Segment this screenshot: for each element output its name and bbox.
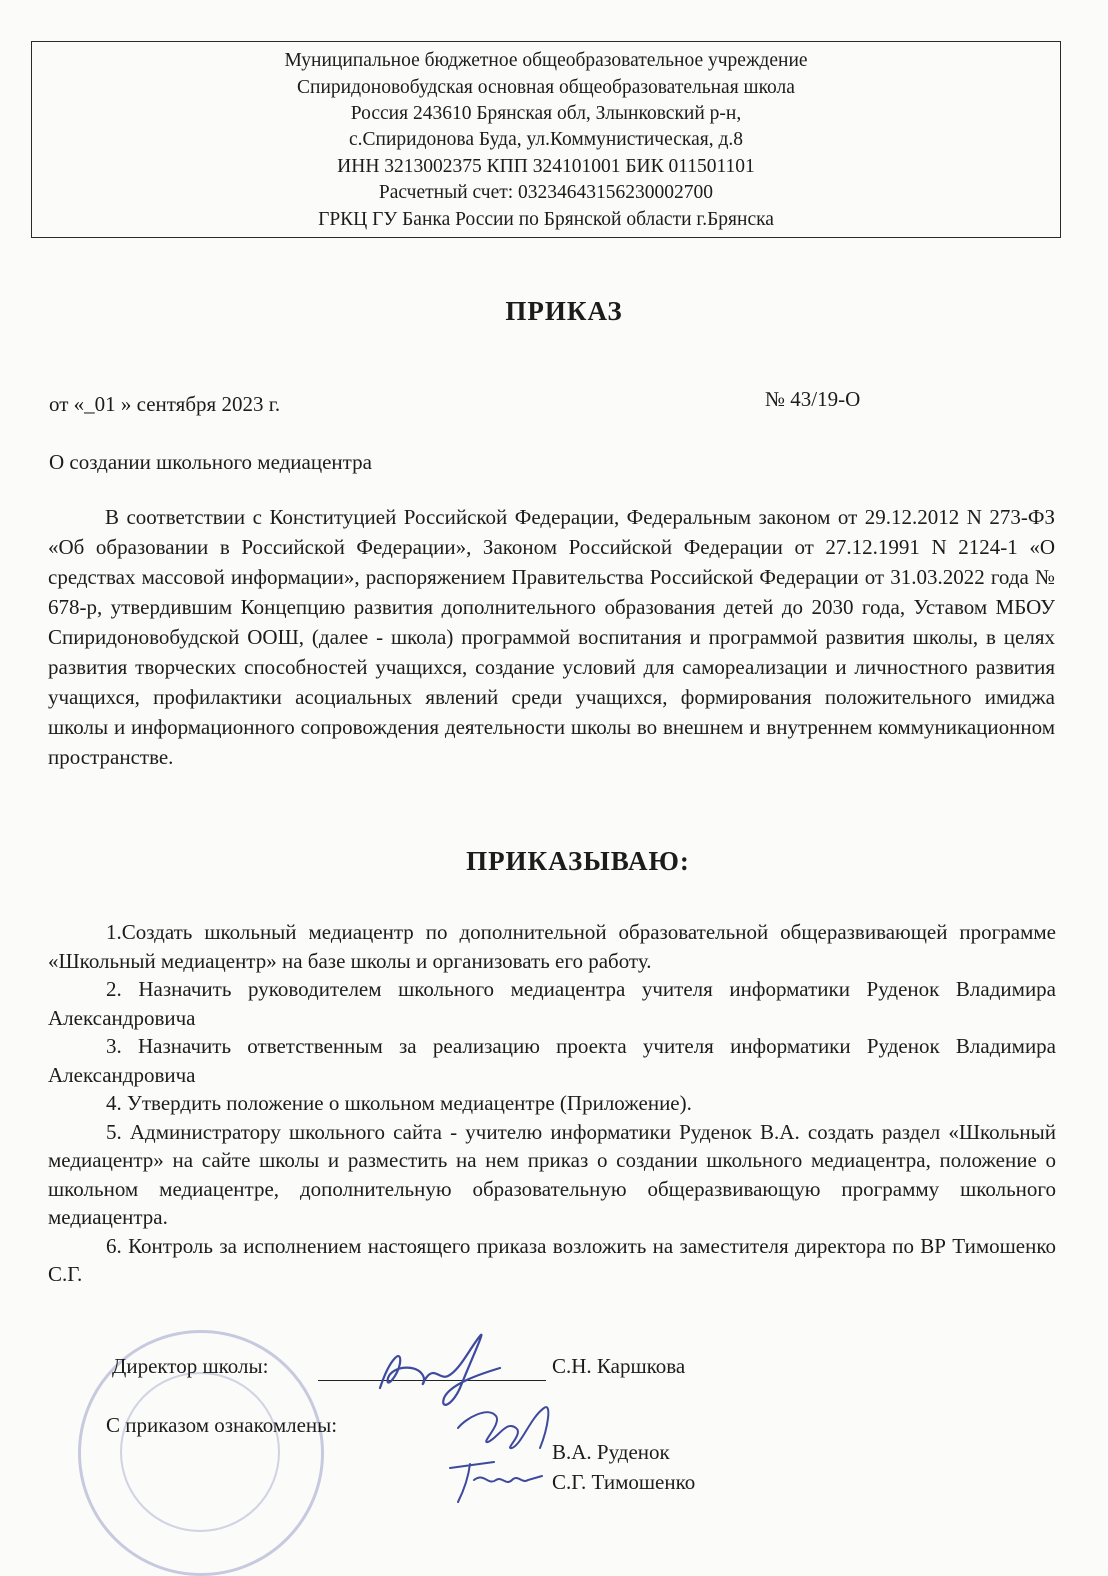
organization-header bbox=[31, 41, 1061, 238]
acquainted-name: В.А. Руденок bbox=[552, 1440, 670, 1464]
order-items bbox=[48, 918, 1056, 1289]
order-item: 5. Администратору школьного сайта - учителю информатики Руденок В.А. создать раздел «Школьный медиацентр» на сайте школы и разместить на нем приказ о создании школьного медиацентра, положение о школьном медиацентре, дополнительную образовательную общеразвивающую программу школьного медиацентра. bbox=[48, 1119, 1056, 1229]
official-stamp-inner-ring bbox=[120, 1372, 280, 1532]
order-item: 3. Назначить ответственным за реализацию проекта учителя информатики Руденок Владимира Александровича bbox=[48, 1034, 1056, 1087]
timoshenko-signature bbox=[444, 1450, 554, 1510]
header-line: ГРКЦ ГУ Банка России по Брянской области г.Брянска bbox=[318, 209, 774, 230]
order-item: 6. Контроль за исполнением настоящего приказа возложить на заместителя директора по ВР Тимошенко С.Г. bbox=[48, 1233, 1056, 1286]
director-name: С.Н. Каршкова bbox=[552, 1354, 686, 1378]
order-date: от «_01 » сентября 2023 г. bbox=[49, 392, 281, 416]
order-item: 4. Утвердить положение о школьном медиацентре (Приложение). bbox=[106, 1091, 692, 1115]
acquainted-name: С.Г. Тимошенко bbox=[552, 1470, 696, 1494]
document-title: ПРИКАЗ bbox=[505, 296, 623, 326]
order-preamble: В соответствии с Конституцией Российской Федерации, Федеральным законом от 29.12.2012 N 273-ФЗ «Об образовании в Российской Федерации», Законом Российской Федерации от 27.12.1991 N 2124-1 «О средствах массовой информации», распоряжением Правительства Российской Федерации от 31.03.2022 года № 678-р, утвердившим Концепцию развития дополнительного образования детей до 2030 года, Уставом МБОУ Спиридоновобудской ООШ, (далее - школа) программой воспитания и программой развития школы, в целях развития творческих способностей учащихся, создание условий для самореализации и личностного развития учащихся, профилактики асоциальных явлений среди учащихся, формирования положительного имиджа школы и информационного сопровождения деятельности школы во внешнем и внутреннем коммуникационном пространстве. bbox=[48, 505, 1055, 769]
director-label: Директор школы: bbox=[112, 1354, 269, 1378]
order-item: 2. Назначить руководителем школьного медиацентра учителя информатики Руденок Владимира Александровича bbox=[48, 977, 1056, 1030]
header-line: с.Спиридонова Буда, ул.Коммунистическая, д.8 bbox=[348, 129, 744, 150]
header-line: Спиридоновобудская основная общеобразовательная школа bbox=[297, 77, 795, 98]
order-item: 1.Создать школьный медиацентр по дополнительной образовательной общеразвивающей программе «Школьный медиацентр» на базе школы и организовать его работу. bbox=[48, 920, 1056, 973]
order-heading: ПРИКАЗЫВАЮ: bbox=[466, 846, 690, 876]
header-line: Россия 243610 Брянская обл, Злынковский р-н, bbox=[350, 103, 742, 124]
order-number: № 43/19-О bbox=[765, 387, 861, 411]
acquainted-label: С приказом ознакомлены: bbox=[106, 1413, 338, 1437]
header-line: Муниципальное бюджетное общеобразовательное учреждение bbox=[284, 50, 808, 71]
header-line: Расчетный счет: 03234643156230002700 bbox=[378, 182, 714, 203]
header-line: ИНН 3213002375 КПП 324101001 БИК 011501101 bbox=[337, 156, 755, 177]
order-subject: О создании школьного медиацентра bbox=[49, 450, 372, 474]
